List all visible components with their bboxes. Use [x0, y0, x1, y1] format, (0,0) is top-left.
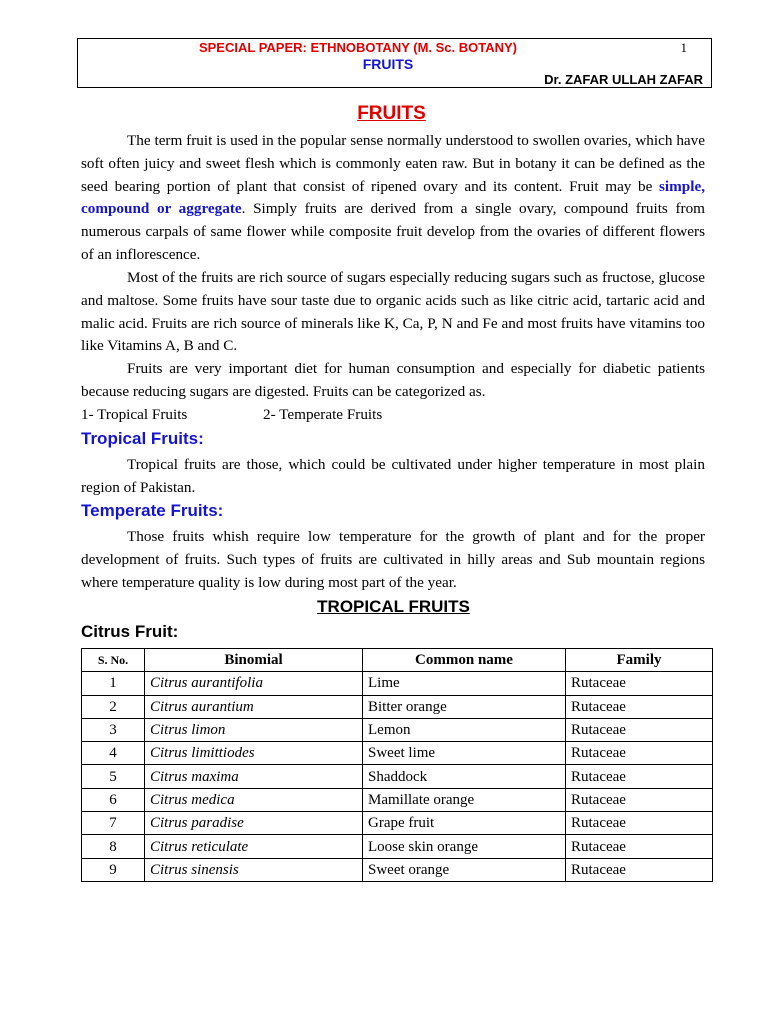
- cell-binomial: Citrus limittiodes: [145, 742, 363, 765]
- table-row: [82, 812, 713, 835]
- intro-paragraph: [81, 130, 705, 267]
- tropical-paragraph: [81, 454, 705, 500]
- intro-text-start: The term fruit is used in the popular sense normally understood to swollen ovaries, which have soft often juicy and sweet flesh which is commonly eaten raw. But in botany it can be defined as the seed bearing portion of plant that consist of ripened ovary and its content. Fruit may be: [81, 132, 705, 195]
- page-header: [77, 38, 712, 88]
- cell-family: Rutaceae: [566, 672, 713, 695]
- cell-family: Rutaceae: [566, 858, 713, 881]
- diet-paragraph: [81, 358, 705, 404]
- col-sno: S. No.: [82, 649, 145, 672]
- cell-sno: 9: [82, 858, 145, 881]
- sugars-text: Most of the fruits are rich source of sugars especially reducing sugars such as fructose, glucose and maltose. Some fruits have sour taste due to organic acids such as like citric acid, tartaric acid and malic acid. Fruits are rich source of minerals like K, Ca, P, N and Fe and most fruits have vitamins too like Vitamins A, B and C.: [81, 269, 705, 355]
- cell-common-name: Sweet orange: [363, 858, 566, 881]
- cell-common-name: Sweet lime: [363, 742, 566, 765]
- cell-sno: 1: [82, 672, 145, 695]
- cell-family: Rutaceae: [566, 812, 713, 835]
- cell-sno: 8: [82, 835, 145, 858]
- cell-common-name: Shaddock: [363, 765, 566, 788]
- table-row: [82, 858, 713, 881]
- temperate-paragraph: [81, 526, 705, 594]
- temperate-heading: Temperate Fruits:: [81, 501, 224, 520]
- col-common-name: Common name: [363, 649, 566, 672]
- cell-sno: 5: [82, 765, 145, 788]
- category-tropical: 1- Tropical Fruits: [81, 406, 188, 423]
- cell-family: Rutaceae: [566, 788, 713, 811]
- table-header-row: [82, 649, 713, 672]
- cell-binomial: Citrus paradise: [145, 812, 363, 835]
- cell-family: Rutaceae: [566, 742, 713, 765]
- table-row: [82, 788, 713, 811]
- citrus-table: [81, 648, 713, 882]
- table-row: [82, 695, 713, 718]
- cell-binomial: Citrus aurantifolia: [145, 672, 363, 695]
- table-row: [82, 672, 713, 695]
- cell-family: Rutaceae: [566, 765, 713, 788]
- table-row: [82, 718, 713, 741]
- category-temperate: 2- Temperate Fruits: [263, 406, 383, 423]
- section-title: TROPICAL FRUITS: [317, 597, 470, 616]
- intro-text-end: . Simply fruits are derived from a single ovary, compound fruits from numerous carpals of same flower while composite fruit develop from the ovaries of different flowers of an inflorescence.: [81, 200, 705, 263]
- diet-text: Fruits are very important diet for human consumption and especially for diabetic patients because reducing sugars are digested. Fruits can be categorized as.: [81, 360, 705, 400]
- cell-binomial: Citrus medica: [145, 788, 363, 811]
- page-title: FRUITS: [357, 103, 426, 124]
- fruit-categories: [81, 406, 382, 424]
- header-author: Dr. ZAFAR ULLAH ZAFAR: [544, 72, 703, 87]
- col-family: Family: [566, 649, 713, 672]
- temperate-text: Those fruits whish require low temperature for the growth of plant and for the proper development of fruits. Such types of fruits are cultivated in hilly areas and Sub mountain regions where temperature quality is low during most part of the year.: [81, 528, 705, 591]
- cell-common-name: Mamillate orange: [363, 788, 566, 811]
- col-binomial: Binomial: [145, 649, 363, 672]
- subsection-title: Citrus Fruit:: [81, 622, 179, 641]
- cell-sno: 7: [82, 812, 145, 835]
- table-row: [82, 742, 713, 765]
- cell-family: Rutaceae: [566, 695, 713, 718]
- cell-sno: 4: [82, 742, 145, 765]
- cell-binomial: Citrus reticulate: [145, 835, 363, 858]
- intro-emphasis: simple, compound or aggregate: [81, 177, 705, 218]
- table-row: [82, 835, 713, 858]
- cell-binomial: Citrus sinensis: [145, 858, 363, 881]
- cell-binomial: Citrus maxima: [145, 765, 363, 788]
- header-topic: FRUITS: [362, 56, 414, 72]
- cell-common-name: Bitter orange: [363, 695, 566, 718]
- cell-family: Rutaceae: [566, 835, 713, 858]
- cell-sno: 2: [82, 695, 145, 718]
- table-row: [82, 765, 713, 788]
- tropical-heading: Tropical Fruits:: [81, 429, 204, 448]
- cell-sno: 3: [82, 718, 145, 741]
- sugars-paragraph: [81, 267, 705, 358]
- cell-sno: 6: [82, 788, 145, 811]
- cell-common-name: Lime: [363, 672, 566, 695]
- tropical-text: Tropical fruits are those, which could be cultivated under higher temperature in most plain region of Pakistan.: [81, 456, 705, 496]
- header-course-title: SPECIAL PAPER: ETHNOBOTANY (M. Sc. BOTANY): [198, 40, 518, 55]
- cell-binomial: Citrus aurantium: [145, 695, 363, 718]
- cell-binomial: Citrus limon: [145, 718, 363, 741]
- cell-common-name: Lemon: [363, 718, 566, 741]
- page-number: 1: [680, 40, 687, 55]
- cell-common-name: Grape fruit: [363, 812, 566, 835]
- cell-family: Rutaceae: [566, 718, 713, 741]
- cell-common-name: Loose skin orange: [363, 835, 566, 858]
